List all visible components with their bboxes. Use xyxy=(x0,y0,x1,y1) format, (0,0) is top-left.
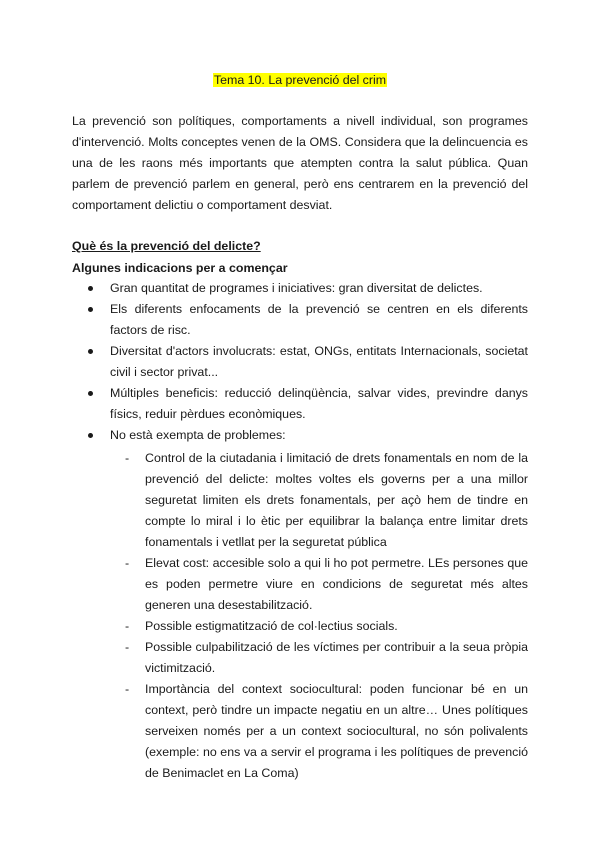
bullet-icon xyxy=(88,433,93,438)
section-heading: Què és la prevenció del delicte? xyxy=(72,239,261,253)
bullet-text: Gran quantitat de programes i iniciatives: gran diversitat de delictes. xyxy=(110,281,483,295)
sub-list-text: Control de la ciutadania i limitació de drets fonamentals en nom de la prevenció del delicte: moltes voltes els governs per a una millor seguretat limiten els drets fonamentals, per açò hem de tindre en compte lo miral i lo ètic per equilibrar la balança entre limitar drets fonamentals i vetllat per la seguretat pública xyxy=(145,451,528,549)
sub-list-item xyxy=(109,616,528,637)
sub-list-text: Importància del context sociocultural: poden funcionar bé en un context, però tindre un impacte negatiu en un altre… Unes polítiques serveixen només per a un context sociocultural, no són polivalents (exemple: no ens va a servir el programa i les polítiques de prevenció de Benimaclet en La Coma) xyxy=(145,682,528,780)
dash-icon: - xyxy=(125,451,130,465)
dash-icon: - xyxy=(125,556,130,570)
dash-icon: - xyxy=(125,682,130,696)
bullet-item xyxy=(0,299,600,341)
title-highlight: Tema 10. La prevenció del crim xyxy=(213,73,387,87)
bullet-item xyxy=(0,278,600,299)
bullet-text: Els diferents enfocaments de la prevenció se centren en els diferents factors de risc. xyxy=(110,302,528,337)
subheading: Algunes indicacions per a començar xyxy=(72,261,288,275)
sub-list-text: Possible estigmatització de col·lectius socials. xyxy=(145,619,398,633)
sub-list-item xyxy=(109,637,528,679)
bullet-icon xyxy=(88,349,93,354)
intro-paragraph: La prevenció son polítiques, comportaments a nivell individual, son programes d'intervenció. Molts conceptes venen de la OMS. Considera que la delincuencia es una de les raons més importants que atempten contra la salut pública. Quan parlem de prevenció parlem en general, però ens centrarem en la prevenció del comportament delictiu o comportament desviat. xyxy=(72,114,528,212)
sub-list-text: Possible culpabilització de les víctimes per contribuir a la seua pròpia victimització. xyxy=(145,640,528,675)
bullet-icon xyxy=(88,286,93,291)
dash-icon: - xyxy=(125,640,130,654)
bullet-item xyxy=(0,425,600,784)
bullet-item xyxy=(0,383,600,425)
bullet-item xyxy=(0,341,600,383)
bullet-icon xyxy=(88,307,93,312)
document-title xyxy=(0,71,600,89)
bullet-list xyxy=(0,278,600,784)
bullet-text: No està exempta de problemes: xyxy=(110,428,286,442)
bullet-text: Múltiples beneficis: reducció delinqüència, salvar vides, previndre danys físics, reduir pèrdues econòmiques. xyxy=(110,386,528,421)
bullet-icon xyxy=(88,391,93,396)
bullet-text: Diversitat d'actors involucrats: estat, ONGs, entitats Internacionals, societat civil i sector privat... xyxy=(110,344,528,379)
sub-list xyxy=(110,448,528,784)
sub-list-item xyxy=(109,448,528,553)
sub-list-item xyxy=(109,553,528,616)
sub-list-item xyxy=(109,679,528,784)
dash-icon: - xyxy=(125,619,130,633)
sub-list-text: Elevat cost: accesible solo a qui li ho pot permetre. LEs persones que es poden permetre viure en condicions de seguretat més altes generen una desestabilització. xyxy=(145,556,528,612)
